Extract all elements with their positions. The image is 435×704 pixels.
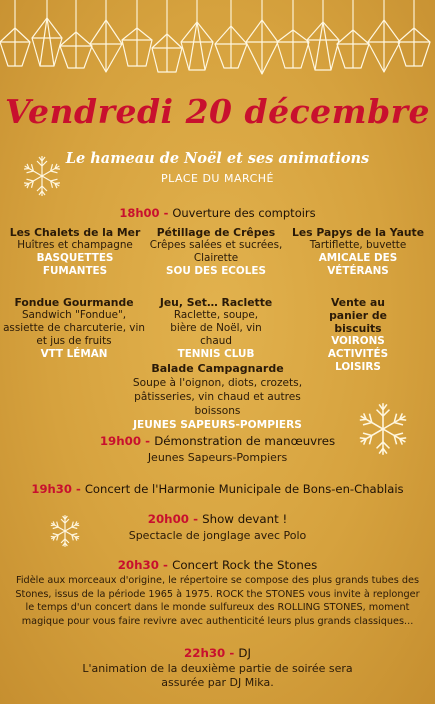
stand-card (5, 226, 145, 278)
separator: - (158, 558, 173, 572)
hanging-ornament-icon (307, 22, 339, 70)
schedule-time: 19h00 (99, 434, 142, 448)
schedule-label: DJ (238, 646, 251, 660)
stand-name: Les Chalets de la Mer (9, 226, 141, 239)
stand-org: VTT LÉMAN (40, 348, 108, 360)
stand-card (146, 226, 286, 278)
hanging-ornament-icon (398, 28, 430, 66)
balade-name: Balade Campagnarde (151, 362, 284, 375)
balade-org: JEUNES SAPEURS-POMPIERS (133, 419, 302, 431)
hanging-ornament-icon (32, 18, 62, 66)
hanging-ornament-icon (337, 30, 369, 68)
schedule-item (0, 206, 435, 220)
stand-name: Fondue Gourmande (14, 296, 134, 309)
stand-org: AMICALE DES VÉTÉRANS (318, 252, 398, 277)
separator: - (188, 512, 203, 526)
schedule-detail: Spectacle de jonglage avec Polo (128, 529, 307, 542)
stand-card (288, 226, 428, 278)
hanging-ornament-icon (277, 30, 309, 68)
hanging-ornament-icon (90, 20, 122, 72)
hanging-ornament-icon (60, 32, 92, 68)
schedule-item (18, 434, 417, 465)
stand-org: TENNIS CLUB (177, 348, 255, 360)
stand-card (3, 296, 145, 361)
stand-card (146, 296, 286, 361)
stand-desc: Raclette, soupe, bière de Noël, vin chaud (170, 309, 262, 347)
stand-desc: Crêpes salées et sucrées, Clairette (149, 239, 283, 264)
separator: - (225, 646, 239, 660)
schedule-time: 20h30 (117, 558, 159, 572)
stand-name: Les Papys de la Yaute (291, 226, 425, 239)
hanging-ornament-icon (246, 20, 278, 74)
separator: - (71, 482, 85, 496)
hanging-ornament-icon (122, 28, 152, 66)
schedule-label: Ouverture des comptoirs (172, 206, 316, 220)
stand-desc: Huîtres et champagne (17, 239, 133, 251)
event-title: Vendredi 20 décembre (4, 92, 431, 131)
event-place: PLACE DU MARCHÉ (160, 172, 274, 185)
schedule-detail: L'animation de la deuxième partie de soirée sera assurée par DJ Mika. (82, 662, 353, 689)
stand-name: Pétillage de Crêpes (156, 226, 276, 239)
schedule-item (10, 558, 425, 628)
schedule-detail: Jeunes Sapeurs-Pompiers (147, 451, 288, 464)
stand-desc: Tartiflette, buvette (309, 239, 407, 251)
schedule-label: Concert Rock the Stones (172, 558, 318, 572)
schedule-label: Show devant ! (202, 512, 288, 526)
schedule-time: 20h00 (147, 512, 189, 526)
stand-name: Vente au panier de biscuits (329, 296, 387, 335)
hanging-ornament-icon (181, 22, 213, 70)
schedule-detail: Fidèle aux morceaux d'origine, le répertoire se compose des plus grands tubes des Stones, issus de la période 1965 à 1975. ROCK the STONES vous invite à replonger le temps d'un concert dans le monde sulfureux des ROLLING STONES, moment magique pour vous faire revivre avec authenticité leurs plus grands classiques... (15, 575, 420, 627)
schedule-item (0, 482, 435, 496)
balade-desc: Soupe à l'oignon, diots, crozets, pâtisseries, vin chaud et autres boissons (132, 377, 303, 417)
separator: - (141, 434, 155, 448)
schedule-item (18, 512, 417, 543)
hanging-ornament-icon (215, 26, 247, 68)
schedule-item (80, 646, 355, 690)
separator: - (159, 206, 173, 220)
schedule-time: 22h30 (184, 646, 226, 660)
event-subtitle: Le hameau de Noël et ses animations (65, 150, 370, 167)
balade-card (18, 362, 417, 432)
hanging-ornament-icon (368, 20, 400, 72)
stand-org: SOU DES ECOLES (166, 265, 266, 277)
stand-org: BASQUETTES FUMANTES (36, 252, 114, 277)
schedule-time: 18h00 (119, 206, 160, 220)
hanging-ornament-icon (0, 28, 30, 66)
stand-desc: Sandwich "Fondue", assiette de charcuterie, vin et jus de fruits (3, 309, 145, 347)
schedule-label: Démonstration de manœuvres (154, 434, 336, 448)
schedule-time: 19h30 (31, 482, 72, 496)
stand-org: VOIRONS ACTIVITÉS LOISIRS (327, 335, 389, 373)
hanging-ornament-icon (152, 34, 182, 72)
stand-name: Jeu, Set… Raclette (159, 296, 273, 309)
hanging-ornaments (0, 0, 435, 80)
schedule-label: Concert de l'Harmonie Municipale de Bons-en-Chablais (84, 482, 404, 496)
